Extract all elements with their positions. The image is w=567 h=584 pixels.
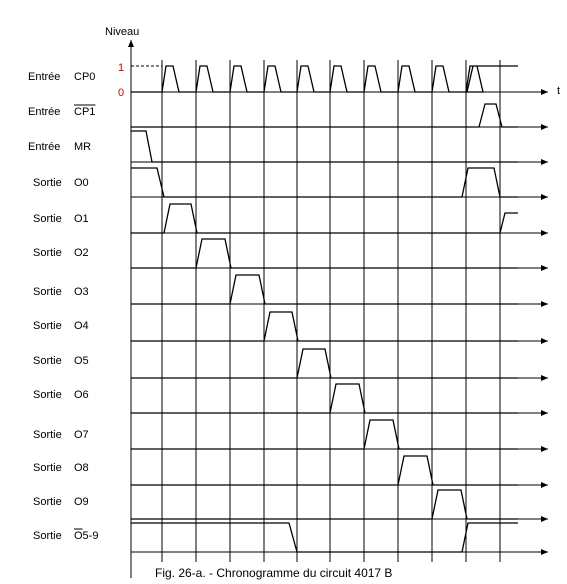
signal-kind-label: Entrée — [28, 71, 61, 83]
signal-name-label: CP0 — [74, 71, 96, 83]
waveforms — [131, 66, 518, 552]
o1-waveform — [131, 204, 518, 233]
signal-name-label: O3 — [74, 286, 89, 298]
signal-name-label: O4 — [74, 320, 89, 332]
signal-name-label: O9 — [74, 496, 89, 508]
signal-name-label: O6 — [74, 389, 89, 401]
time-axis-label: t — [557, 85, 561, 97]
o7-waveform — [131, 420, 518, 449]
signal-name-label: O1 — [74, 213, 89, 225]
signal-name-label: O0 — [74, 177, 89, 189]
signal-name-label: MR — [74, 141, 92, 153]
signal-name-label: O5-9 — [74, 530, 99, 542]
cp0-waveform — [131, 66, 518, 92]
signal-kind-label: Sortie — [33, 247, 62, 259]
level-axis-label: Niveau — [105, 26, 140, 38]
cp1-waveform — [131, 104, 518, 127]
signal-baselines — [131, 92, 548, 552]
level-high-mark: 1 — [118, 62, 125, 74]
signal-kind-label: Sortie — [33, 286, 62, 298]
signal-name-label: O5 — [74, 355, 89, 367]
o0-waveform — [131, 168, 518, 197]
mr-waveform — [131, 131, 518, 162]
o5-waveform — [131, 349, 518, 378]
signal-name-label: O2 — [74, 247, 89, 259]
signal-kind-label: Sortie — [33, 355, 62, 367]
signal-kind-label: Sortie — [33, 320, 62, 332]
signal-kind-label: Sortie — [33, 429, 62, 441]
signal-kind-label: Sortie — [33, 530, 62, 542]
signal-kind-label: Sortie — [33, 389, 62, 401]
figure-caption: Fig. 26-a. - Chronogramme du circuit 4017 B — [155, 566, 393, 580]
signal-kind-label: Sortie — [33, 496, 62, 508]
o3-waveform — [131, 275, 518, 304]
o2-waveform — [131, 239, 518, 268]
signal-name-label: O7 — [74, 429, 89, 441]
level-low-mark: 0 — [118, 87, 125, 99]
o6-waveform — [131, 384, 518, 413]
o4-waveform — [131, 312, 518, 341]
signal-name-label: CP1 — [74, 106, 96, 118]
signal-name-label: O8 — [74, 462, 89, 474]
o8-waveform — [131, 456, 518, 485]
signal-kind-label: Sortie — [33, 462, 62, 474]
signal-kind-label: Sortie — [33, 177, 62, 189]
o5-9-waveform — [131, 523, 518, 552]
o9-waveform — [131, 490, 518, 519]
signal-kind-label: Entrée — [28, 141, 61, 153]
time-gridlines — [162, 60, 500, 562]
signal-kind-label: Entrée — [28, 106, 61, 118]
signal-labels — [28, 71, 98, 542]
signal-kind-label: Sortie — [33, 213, 62, 225]
